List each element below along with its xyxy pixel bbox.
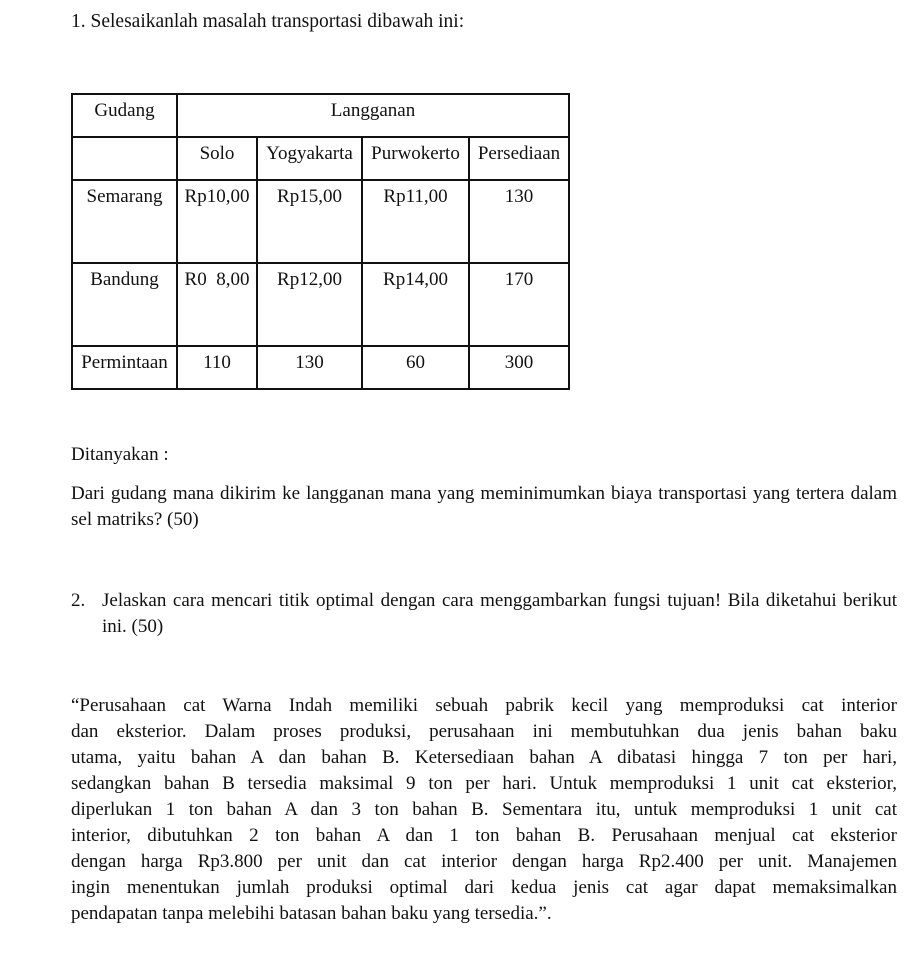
transportation-table bbox=[71, 93, 570, 390]
subheader-solo: Solo bbox=[177, 137, 257, 180]
supply-cell: 130 bbox=[469, 180, 569, 263]
case-line: pendapatan tanpa melebihi batasan bahan baku yang tersedia.”. bbox=[71, 903, 552, 924]
cost-cell: Rp11,00 bbox=[362, 180, 469, 263]
table-header-row bbox=[72, 94, 569, 137]
asked-text: Dari gudang mana dikirim ke langganan mana yang meminimumkan biaya transportasi yang tertera dalam sel matriks? (50) bbox=[71, 483, 897, 530]
table-row bbox=[72, 263, 569, 346]
case-line: dengan harga Rp3.800 per unit dan cat interior dengan harga Rp2.400 per unit. Manajemen bbox=[71, 851, 897, 872]
cost-cell: R0 8,00 bbox=[177, 263, 257, 346]
demand-cell: 60 bbox=[362, 346, 469, 389]
cost-cell: Rp10,00 bbox=[177, 180, 257, 263]
question-1-title: 1. Selesaikanlah masalah transportasi dibawah ini: bbox=[71, 11, 465, 32]
case-line: utama, yaitu bahan A dan bahan B. Ketersediaan bahan A dibatasi hingga 7 ton per hari, bbox=[71, 747, 897, 768]
demand-cell: 110 bbox=[177, 346, 257, 389]
subheader-empty bbox=[72, 137, 177, 180]
question-2-text: Jelaskan cara mencari titik optimal dengan cara menggambarkan fungsi tujuan! Bila diketahui berikut ini. (50) bbox=[102, 590, 897, 637]
demand-row bbox=[72, 346, 569, 389]
supply-cell: 170 bbox=[469, 263, 569, 346]
case-line: interior, dibutuhkan 2 ton bahan A dan 1 ton bahan B. Perusahaan menjual cat eksterior bbox=[71, 825, 897, 846]
total-cell: 300 bbox=[469, 346, 569, 389]
cost-cell: Rp15,00 bbox=[257, 180, 362, 263]
subheader-purwokerto: Purwokerto bbox=[362, 137, 469, 180]
case-line: “Perusahaan cat Warna Indah memiliki sebuah pabrik kecil yang memproduksi cat interior bbox=[71, 695, 897, 716]
demand-cell: 130 bbox=[257, 346, 362, 389]
question-2-number: 2. bbox=[71, 590, 86, 611]
case-line: ingin menentukan jumlah produksi optimal dari kedua jenis cat agar dapat memaksimalkan bbox=[71, 877, 897, 898]
table-row bbox=[72, 180, 569, 263]
table-subheader-row bbox=[72, 137, 569, 180]
case-paragraph bbox=[71, 693, 897, 927]
asked-label: Ditanyakan : bbox=[71, 444, 169, 465]
row-label: Semarang bbox=[72, 180, 177, 263]
subheader-persediaan: Persediaan bbox=[469, 137, 569, 180]
cost-cell: Rp14,00 bbox=[362, 263, 469, 346]
case-line: sedangkan bahan B tersedia maksimal 9 ton per hari. Untuk memproduksi 1 unit cat eksterior, bbox=[71, 773, 897, 794]
row-label: Bandung bbox=[72, 263, 177, 346]
cost-cell: Rp12,00 bbox=[257, 263, 362, 346]
row-label: Permintaan bbox=[72, 346, 177, 389]
question-2 bbox=[71, 588, 897, 640]
case-line: dan eksterior. Dalam proses produksi, perusahaan ini membutuhkan dua jenis bahan baku bbox=[71, 721, 897, 742]
subheader-yogyakarta: Yogyakarta bbox=[257, 137, 362, 180]
header-gudang: Gudang bbox=[72, 94, 177, 137]
header-langganan: Langganan bbox=[177, 94, 569, 137]
case-line: diperlukan 1 ton bahan A dan 3 ton bahan B. Sementara itu, untuk memproduksi 1 unit cat bbox=[71, 799, 897, 820]
